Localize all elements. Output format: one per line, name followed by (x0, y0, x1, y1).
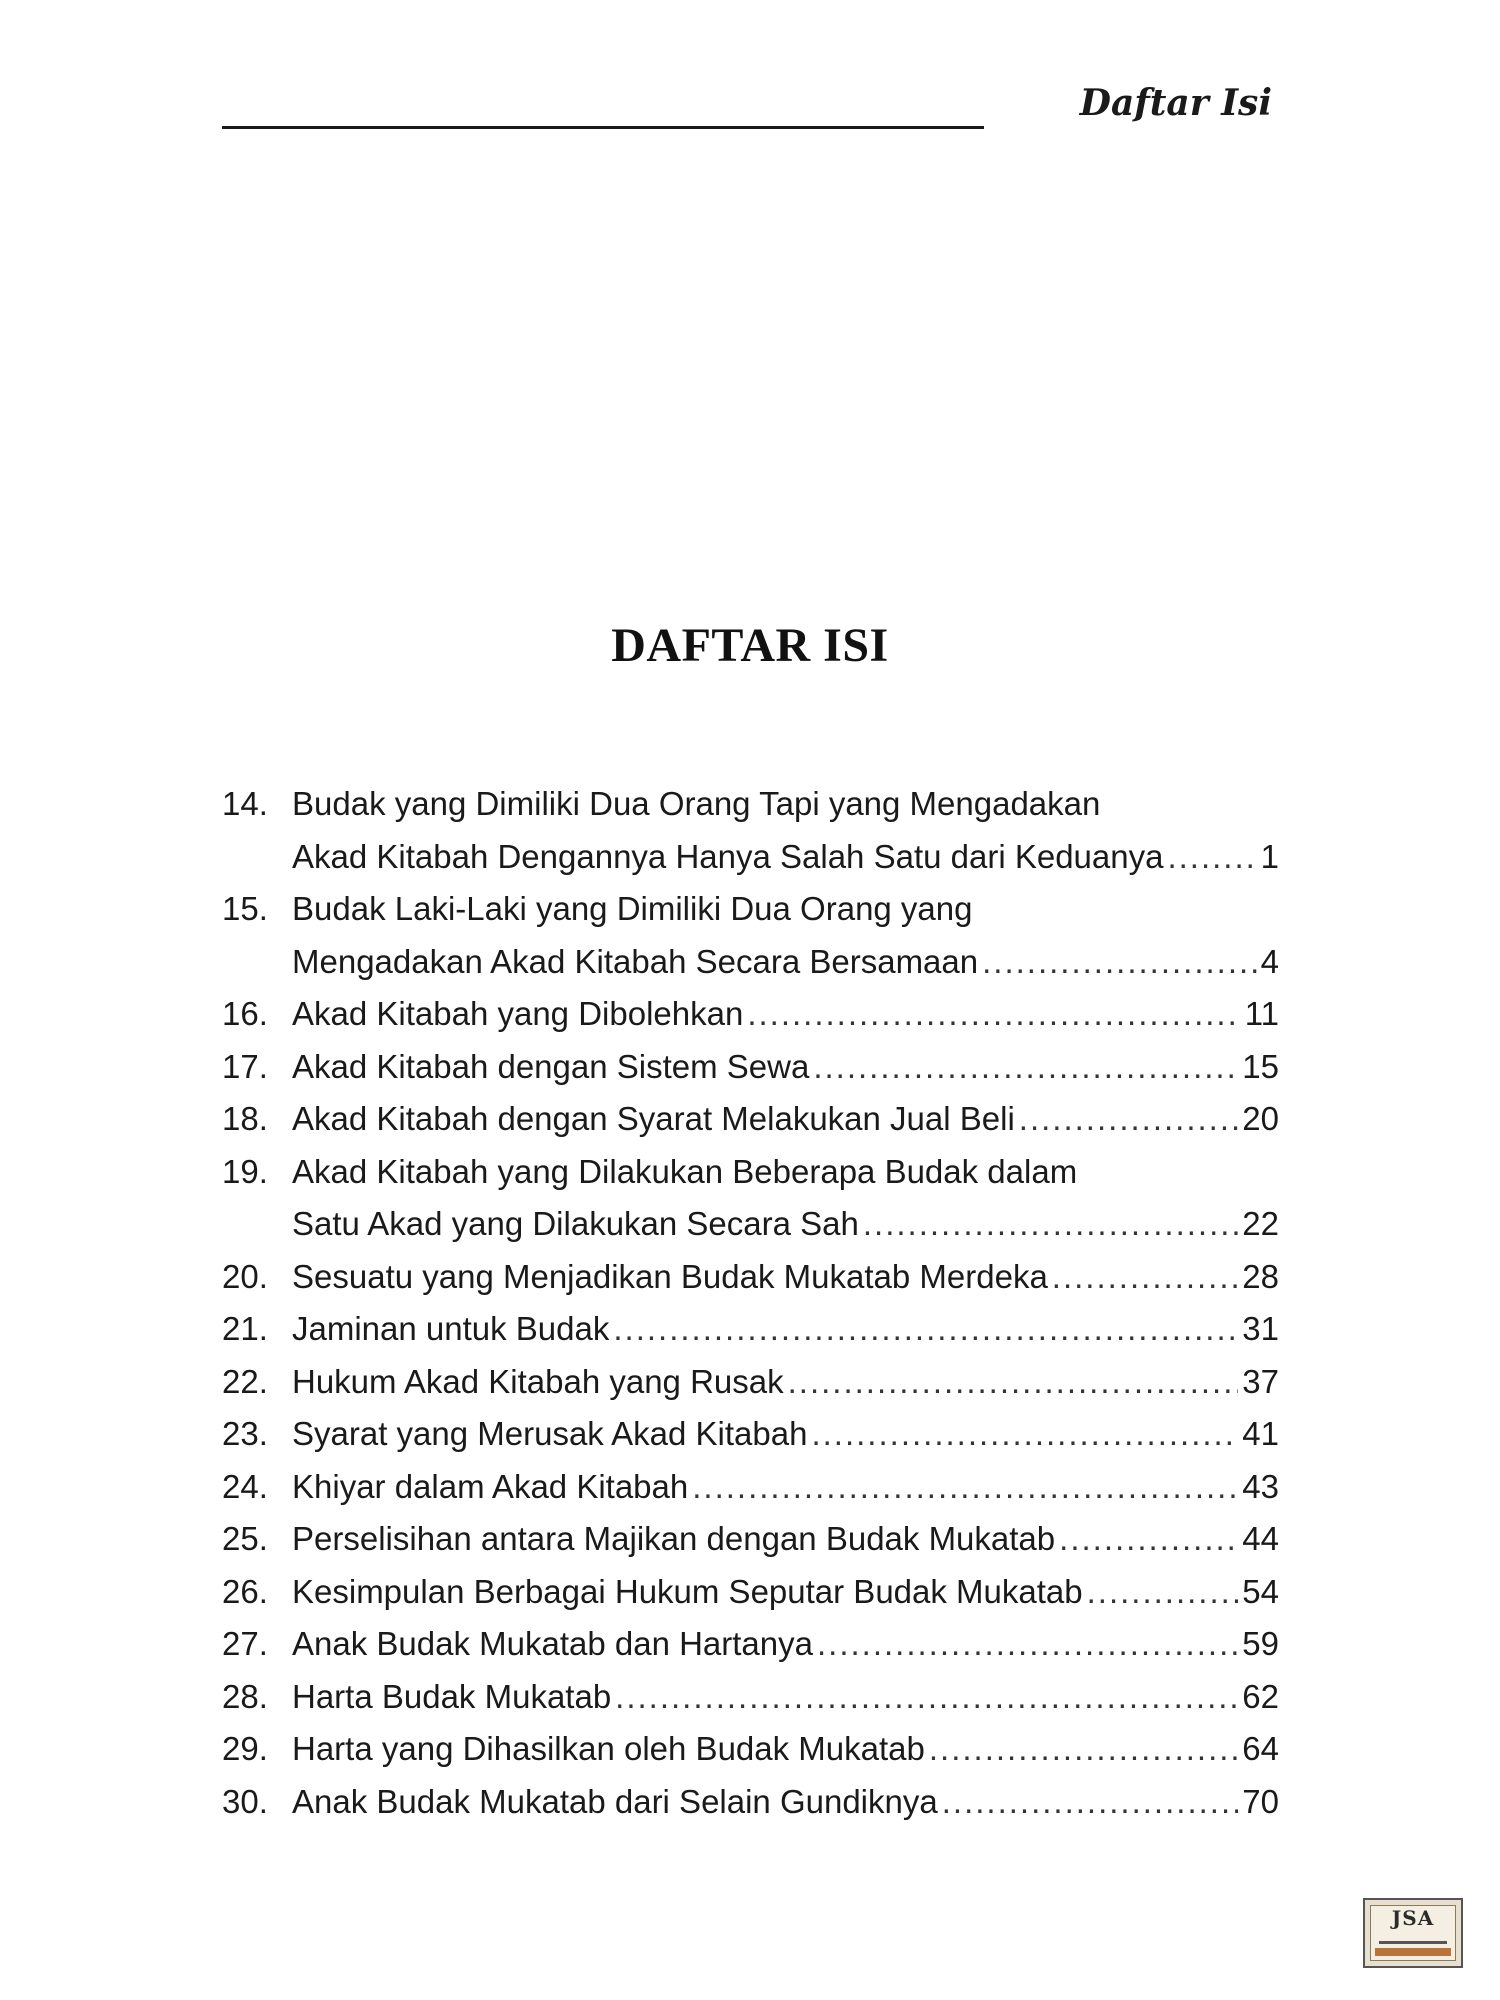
table-of-contents (222, 778, 1279, 1828)
toc-line (222, 1723, 1279, 1776)
toc-leader-dots (747, 988, 1240, 1041)
toc-line (222, 1671, 1279, 1724)
toc-leader-dots (613, 1303, 1238, 1356)
logo-line (1379, 1941, 1447, 1944)
logo-bar (1375, 1948, 1451, 1956)
toc-page-number: 70 (1242, 1782, 1279, 1820)
toc-leader-dots (817, 1618, 1238, 1671)
toc-line (222, 1408, 1279, 1461)
toc-page-number: 28 (1242, 1257, 1279, 1295)
toc-title: Sesuatu yang Menjadikan Budak Mukatab Merdeka (292, 1257, 1048, 1295)
toc-number: 19. (222, 1152, 268, 1190)
toc-number: 16. (222, 995, 268, 1032)
toc-line (222, 1513, 1279, 1566)
toc-title: Anak Budak Mukatab dan Hartanya (292, 1625, 813, 1662)
toc-line (222, 1566, 1279, 1619)
toc-line (222, 1776, 1279, 1829)
toc-leader-dots (692, 1461, 1238, 1514)
toc-entry (222, 1723, 1279, 1776)
toc-line (222, 1461, 1279, 1514)
toc-title: Jaminan untuk Budak (292, 1310, 610, 1347)
toc-title: Harta Budak Mukatab (292, 1677, 612, 1715)
toc-page-number: 41 (1242, 1415, 1279, 1452)
toc-number: 21. (222, 1310, 268, 1347)
toc-entry (222, 1356, 1279, 1409)
toc-leader-dots (982, 936, 1257, 989)
toc-entry (222, 1776, 1279, 1829)
toc-title: Mengadakan Akad Kitabah Secara Bersamaan (292, 942, 979, 980)
toc-number: 29. (222, 1730, 268, 1767)
toc-leader-dots (811, 1408, 1238, 1461)
toc-entry (222, 1146, 1279, 1251)
toc-title: Akad Kitabah Dengannya Hanya Salah Satu dari Keduanya (292, 837, 1164, 875)
toc-page-number: 22 (1242, 1205, 1279, 1242)
toc-title: Akad Kitabah yang Dibolehkan (292, 995, 744, 1032)
toc-title: Budak Laki-Laki yang Dimiliki Dua Orang yang (292, 890, 973, 927)
toc-title: Hukum Akad Kitabah yang Rusak (292, 1362, 784, 1400)
toc-entry (222, 778, 1279, 883)
toc-number: 14. (222, 785, 268, 822)
toc-number: 30. (222, 1782, 268, 1820)
toc-entry (222, 1093, 1279, 1146)
toc-number: 26. (222, 1572, 268, 1610)
toc-leader-dots (1059, 1513, 1238, 1566)
toc-page-number: 59 (1242, 1625, 1279, 1662)
toc-line (222, 1198, 1279, 1251)
toc-line (222, 883, 1279, 936)
toc-entry (222, 1671, 1279, 1724)
toc-entry (222, 1303, 1279, 1356)
toc-page-number: 20 (1242, 1100, 1279, 1137)
toc-number: 28. (222, 1677, 268, 1715)
toc-page-number: 62 (1242, 1677, 1279, 1715)
toc-line (222, 1093, 1279, 1146)
toc-line (222, 936, 1279, 989)
toc-leader-dots (788, 1356, 1239, 1409)
toc-title: Kesimpulan Berbagai Hukum Seputar Budak Mukatab (292, 1572, 1083, 1610)
toc-leader-dots (1087, 1566, 1239, 1619)
toc-line (222, 778, 1279, 831)
toc-number: 24. (222, 1467, 268, 1505)
toc-page-number: 64 (1242, 1730, 1279, 1767)
toc-entry (222, 1461, 1279, 1514)
toc-title: Satu Akad yang Dilakukan Secara Sah (292, 1205, 859, 1242)
toc-page-number: 1 (1260, 837, 1279, 875)
toc-line (222, 1146, 1279, 1199)
toc-number: 17. (222, 1047, 268, 1085)
toc-page-number: 4 (1260, 942, 1279, 980)
toc-title: Akad Kitabah dengan Sistem Sewa (292, 1047, 810, 1085)
toc-line (222, 1251, 1279, 1304)
toc-number: 18. (222, 1100, 268, 1137)
toc-title: Syarat yang Merusak Akad Kitabah (292, 1415, 808, 1452)
toc-title: Budak yang Dimiliki Dua Orang Tapi yang Mengadakan (292, 785, 1101, 822)
toc-line (222, 1303, 1279, 1356)
toc-line (222, 1041, 1279, 1094)
toc-number: 15. (222, 890, 268, 927)
toc-line (222, 988, 1279, 1041)
toc-entry (222, 1618, 1279, 1671)
toc-line (222, 1618, 1279, 1671)
toc-title: Khiyar dalam Akad Kitabah (292, 1467, 689, 1505)
page-title: DAFTAR ISI (611, 619, 889, 672)
toc-entry (222, 1566, 1279, 1619)
toc-leader-dots (863, 1198, 1238, 1251)
toc-page-number: 44 (1242, 1520, 1279, 1557)
toc-line (222, 831, 1279, 884)
toc-leader-dots (1019, 1093, 1238, 1146)
toc-entry (222, 1041, 1279, 1094)
toc-title: Anak Budak Mukatab dari Selain Gundiknya (292, 1782, 938, 1820)
toc-number: 23. (222, 1415, 268, 1452)
toc-title: Akad Kitabah dengan Syarat Melakukan Jual Beli (292, 1100, 1015, 1137)
toc-entry (222, 1251, 1279, 1304)
toc-page-number: 15 (1242, 1047, 1279, 1085)
running-head: Daftar Isi (1079, 82, 1272, 124)
toc-entry (222, 883, 1279, 988)
toc-title: Harta yang Dihasilkan oleh Budak Mukatab (292, 1730, 925, 1767)
toc-leader-dots (942, 1776, 1239, 1829)
toc-leader-dots (1052, 1251, 1238, 1304)
publisher-logo (1363, 1898, 1463, 1968)
toc-number: 27. (222, 1625, 268, 1662)
toc-page-number: 31 (1242, 1310, 1279, 1347)
toc-page-number: 43 (1242, 1467, 1279, 1505)
toc-leader-dots (615, 1671, 1238, 1724)
toc-leader-dots (813, 1041, 1238, 1094)
header-rule (222, 126, 984, 129)
toc-leader-dots (1167, 831, 1256, 884)
toc-entry (222, 1513, 1279, 1566)
toc-page-number: 54 (1242, 1572, 1279, 1610)
toc-leader-dots (929, 1723, 1238, 1776)
toc-title: Perselisihan antara Majikan dengan Budak Mukatab (292, 1520, 1056, 1557)
toc-number: 22. (222, 1362, 268, 1400)
toc-title: Akad Kitabah yang Dilakukan Beberapa Budak dalam (292, 1152, 1078, 1190)
toc-entry (222, 988, 1279, 1041)
toc-line (222, 1356, 1279, 1409)
toc-number: 25. (222, 1520, 268, 1557)
toc-page-number: 11 (1244, 995, 1279, 1032)
logo-text: JSA (1391, 1906, 1435, 1930)
toc-page-number: 37 (1242, 1362, 1279, 1400)
toc-number: 20. (222, 1257, 268, 1295)
toc-entry (222, 1408, 1279, 1461)
